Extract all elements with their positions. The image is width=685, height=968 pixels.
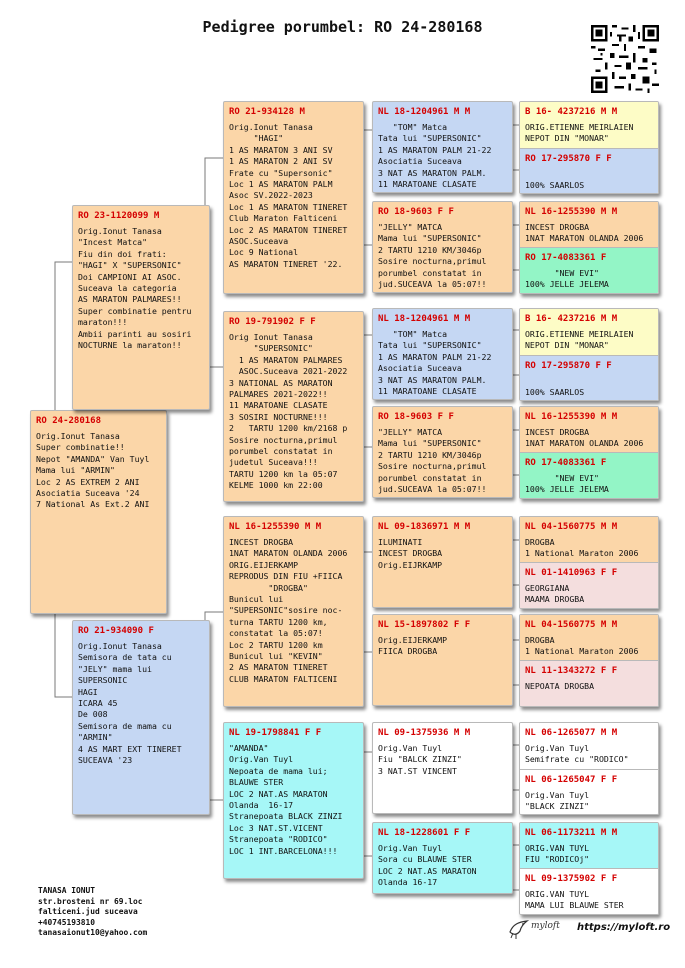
gen5-sire[interactable] — [520, 615, 658, 660]
gen5-text: DROGBA 1 National Maraton 2006 — [525, 635, 639, 657]
myloft-bird-logo — [507, 918, 531, 940]
gen5-ring: RO 17-4083361 F — [525, 253, 607, 263]
grandparent-ring: RO 21-934128 M — [229, 107, 305, 117]
gen5-pair-card — [519, 101, 659, 194]
gen5-ring: B 16- 4237216 M M — [525, 107, 618, 117]
great-grandparent-card[interactable] — [372, 614, 513, 706]
gen5-ring: B 16- 4237216 M M — [525, 314, 618, 324]
gen5-ring: NL 09-1375902 F F — [525, 874, 618, 884]
great-grandparent-card[interactable] — [372, 201, 513, 293]
gen5-ring: RO 17-295870 F F — [525, 154, 612, 164]
great-grandparent-ring: NL 09-1836971 M M — [378, 522, 471, 532]
grandparent-text: Orig.Ionut Tanasa "HAGI" 1 AS MARATON 3 ANI SV 1 AS MARATON 2 ANI SV Frate cu "Supersonic" Loc 1 AS MARATON PALM Asoc SV.2022-2023 Loc 1 AS MARATON TINERET Club Maraton Falticeni Loc 2 AS MARATON TINERET ASOC.Suceava Loc 9 National AS MARATON TINERET '22. — [229, 122, 348, 269]
gen5-pair-card — [519, 308, 659, 401]
sire-text: Orig.Ionut Tanasa "Incest Matca" Fiu din doi frati: "HAGI" X "SUPERSONIC" Doi CAMPIONI AI ASOC. Suceava la categoria AS MARATON PALMARES!! Super combinatie pentru maraton!!! Ambii parinti au sosiri NOCTURNE la maraton!! — [78, 226, 192, 351]
sire-ring: RO 23-1120099 M — [78, 211, 160, 221]
logo-text: myloft — [531, 921, 560, 931]
great-grandparent-ring: NL 18-1228601 F F — [378, 828, 471, 838]
great-grandparent-text: "JELLY" MATCA Mama lui "SUPERSONIC" 2 TARTU 1210 KM/3046p Sosire nocturna,primul porumbel constatat in jud.SUCEAVA la 05:07!! — [378, 222, 487, 290]
great-grandparent-card[interactable] — [372, 822, 513, 894]
gen5-ring: RO 17-4083361 F — [525, 458, 607, 468]
gen5-dam[interactable] — [520, 355, 658, 401]
gen5-pair-card — [519, 201, 659, 294]
gen5-ring: RO 17-295870 F F — [525, 361, 612, 371]
grandparent-text: INCEST DROGBA 1NAT MARATON OLANDA 2006 ORIG.EIJERKAMP REPRODUS DIN FIU +FIICA "DROGBA" Bunicul lui "SUPERSONIC"sosire noc- turna TARTU 1200 km, constatat la 05:07! Loc 2 TARTU 1200 km Bunicul lui "KEVIN" 2 AS MARATON TINERET CLUB MARATON FALTICENI — [229, 537, 348, 684]
great-grandparent-text: "TOM" Matca Tata lui "SUPERSONIC" 1 AS MARATON PALM 21-22 Asociatia Suceava 3 NAT AS MARATON PALM. 11 MARATOANE CLASATE — [378, 122, 492, 190]
gen5-dam[interactable] — [520, 148, 658, 194]
dam-ring: RO 21-934090 F — [78, 626, 154, 636]
great-grandparent-ring: RO 18-9603 F F — [378, 412, 454, 422]
gen5-ring: NL 06-1265047 F F — [525, 775, 618, 785]
gen5-dam[interactable] — [520, 247, 658, 294]
grandparent-ring: NL 16-1255390 M M — [229, 522, 322, 532]
gen5-text: Orig.Van Tuyl "BLACK ZINZI" — [525, 790, 590, 812]
gen5-text: "NEW EVI" 100% JELLE JELEMA — [525, 268, 609, 290]
sire-card[interactable] — [72, 205, 210, 410]
gen5-dam[interactable] — [520, 868, 658, 915]
gen5-text: DROGBA 1 National Maraton 2006 — [525, 537, 639, 559]
dam-text: Orig.Ionut Tanasa Semisora de tata cu "JELY" mama lui SUPERSONIC HAGI ICARA 45 De 008 Semisora de mama cu "ARMIN" 4 AS MART EXT TINERET SUCEAVA '23 — [78, 641, 182, 766]
great-grandparent-card[interactable] — [372, 101, 513, 193]
dam-card[interactable] — [72, 620, 210, 815]
qr-code-icon — [591, 25, 659, 93]
gen5-text: "NEW EVI" 100% JELLE JELEMA — [525, 473, 609, 495]
gen5-sire[interactable] — [520, 517, 658, 562]
gen5-ring: NL 16-1255390 M M — [525, 412, 618, 422]
gen5-ring: NL 04-1560775 M M — [525, 620, 618, 630]
grandparent-ring: NL 19-1798841 F F — [229, 728, 322, 738]
gen5-pair-card — [519, 722, 659, 815]
gen5-dam[interactable] — [520, 452, 658, 499]
owner-contact: TANASA IONUT str.brosteni nr 69.loc falticeni.jud suceava +40745193810 tanasaionut10@yahoo.com — [38, 886, 148, 938]
great-grandparent-text: Orig.Van Tuyl Fiu "BALCK ZINZI" 3 NAT.ST VINCENT — [378, 743, 462, 776]
great-grandparent-card[interactable] — [372, 722, 513, 814]
gen5-sire[interactable] — [520, 823, 658, 868]
gen5-text: NEPOATA DROGBA — [525, 681, 595, 691]
gen5-text: ORIG.ETIENNE MEIRLAIEN NEPOT DIN "MONAR" — [525, 122, 634, 144]
subject-card[interactable] — [30, 410, 167, 614]
gen5-pair-card — [519, 516, 659, 609]
gen5-text: GEORGIANA MAAMA DROGBA — [525, 583, 585, 605]
gen5-ring: NL 06-1265077 M M — [525, 728, 618, 738]
gen5-pair-card — [519, 614, 659, 707]
gen5-text: INCEST DROGBA 1NAT MARATON OLANDA 2006 — [525, 222, 644, 244]
grandparent-ring: RO 19-791902 F F — [229, 317, 316, 327]
great-grandparent-ring: NL 09-1375936 M M — [378, 728, 471, 738]
gen5-ring: NL 04-1560775 M M — [525, 522, 618, 532]
website-link[interactable]: https://myloft.ro — [577, 922, 671, 933]
great-grandparent-card[interactable] — [372, 516, 513, 608]
great-grandparent-ring: RO 18-9603 F F — [378, 207, 454, 217]
grandparent-text: Orig Ionut Tanasa "SUPERSONIC" 1 AS MARATON PALMARES ASOC.Suceava 2021-2022 3 NATIONAL AS MARATON PALMARES 2021-2022!! 11 MARATOANE CLASATE 3 SOSIRI NOCTURNE!!! 2 TARTU 1200 km/2168 p Sosire nocturna,primul porumbel constatat in judetul Suceava!!! TARTU 1200 km la 05:07 KELME 1000 km 22:00 — [229, 332, 348, 491]
great-grandparent-text: ILUMINATI INCEST DROGBA Orig.EIJRKAMP — [378, 537, 443, 570]
gen5-pair-card — [519, 822, 659, 915]
gen5-ring: NL 06-1173211 M M — [525, 828, 618, 838]
great-grandparent-text: Orig.Van Tuyl Sora cu BLAUWE STER LOC 2 NAT.AS MARATON Olanda 16-17 — [378, 843, 477, 888]
gen5-text: ORIG.VAN TUYL MAMA LUI BLAUWE STER — [525, 889, 624, 911]
gen5-sire[interactable] — [520, 723, 658, 769]
gen5-sire[interactable] — [520, 407, 658, 452]
great-grandparent-text: "JELLY" MATCA Mama lui "SUPERSONIC" 2 TARTU 1210 KM/3046p Sosire nocturna,primul porumbel constatat in jud.SUCEAVA la 05:07!! — [378, 427, 487, 495]
subject-text: Orig.Ionut Tanasa Super combinatie!! Nepot "AMANDA" Van Tuyl Mama lui "ARMIN" Loc 2 AS EXTREM 2 ANI Asociatia Suceava '24 7 National As Ext.2 ANI — [36, 431, 150, 510]
great-grandparent-ring: NL 15-1897802 F F — [378, 620, 471, 630]
gen5-dam[interactable] — [520, 562, 658, 609]
grandparent-card[interactable] — [223, 101, 364, 294]
page-title: Pedigree porumbel: RO 24-280168 — [202, 18, 483, 36]
gen5-dam[interactable] — [520, 660, 658, 707]
subject-ring: RO 24-280168 — [36, 416, 102, 426]
gen5-text: Orig.Van Tuyl Semifrate cu "RODICO" — [525, 743, 629, 765]
great-grandparent-text: Orig.EIJERKAMP FIICA DROGBA — [378, 635, 448, 657]
gen5-ring: NL 16-1255390 M M — [525, 207, 618, 217]
gen5-text: 100% SAARLOS — [525, 387, 585, 398]
gen5-dam[interactable] — [520, 769, 658, 815]
great-grandparent-text: "TOM" Matca Tata lui "SUPERSONIC" 1 AS MARATON PALM 21-22 Asociatia Suceava 3 NAT AS MARATON PALM. 11 MARATOANE CLASATE — [378, 329, 492, 397]
gen5-sire[interactable] — [520, 202, 658, 247]
grandparent-card[interactable] — [223, 311, 364, 502]
gen5-text: ORIG.ETIENNE MEIRLAIEN NEPOT DIN "MONAR" — [525, 329, 634, 351]
gen5-pair-card — [519, 406, 659, 499]
grandparent-card[interactable] — [223, 722, 364, 879]
gen5-text: 100% SAARLOS — [525, 180, 585, 191]
gen5-text: ORIG.VAN TUYL FIU "RODICOj" — [525, 843, 590, 865]
grandparent-card[interactable] — [223, 516, 364, 707]
gen5-ring: NL 11-1343272 F F — [525, 666, 618, 676]
great-grandparent-ring: NL 18-1204961 M M — [378, 314, 471, 324]
great-grandparent-card[interactable] — [372, 308, 513, 400]
great-grandparent-card[interactable] — [372, 406, 513, 498]
gen5-text: INCEST DROGBA 1NAT MARATON OLANDA 2006 — [525, 427, 644, 449]
grandparent-text: "AMANDA" Orig.Van Tuyl Nepoata de mama lui; BLAUWE STER LOC 2 NAT.AS MARATON Olanda 16-17 Stranepoata BLACK ZINZI Loc 3 NAT.ST.VICENT Stranepoata "RODICO" LOC 1 INT.BARCELONA!!! — [229, 743, 343, 856]
gen5-sire[interactable] — [520, 102, 658, 148]
gen5-sire[interactable] — [520, 309, 658, 355]
gen5-ring: NL 01-1410963 F F — [525, 568, 618, 578]
great-grandparent-ring: NL 18-1204961 M M — [378, 107, 471, 117]
